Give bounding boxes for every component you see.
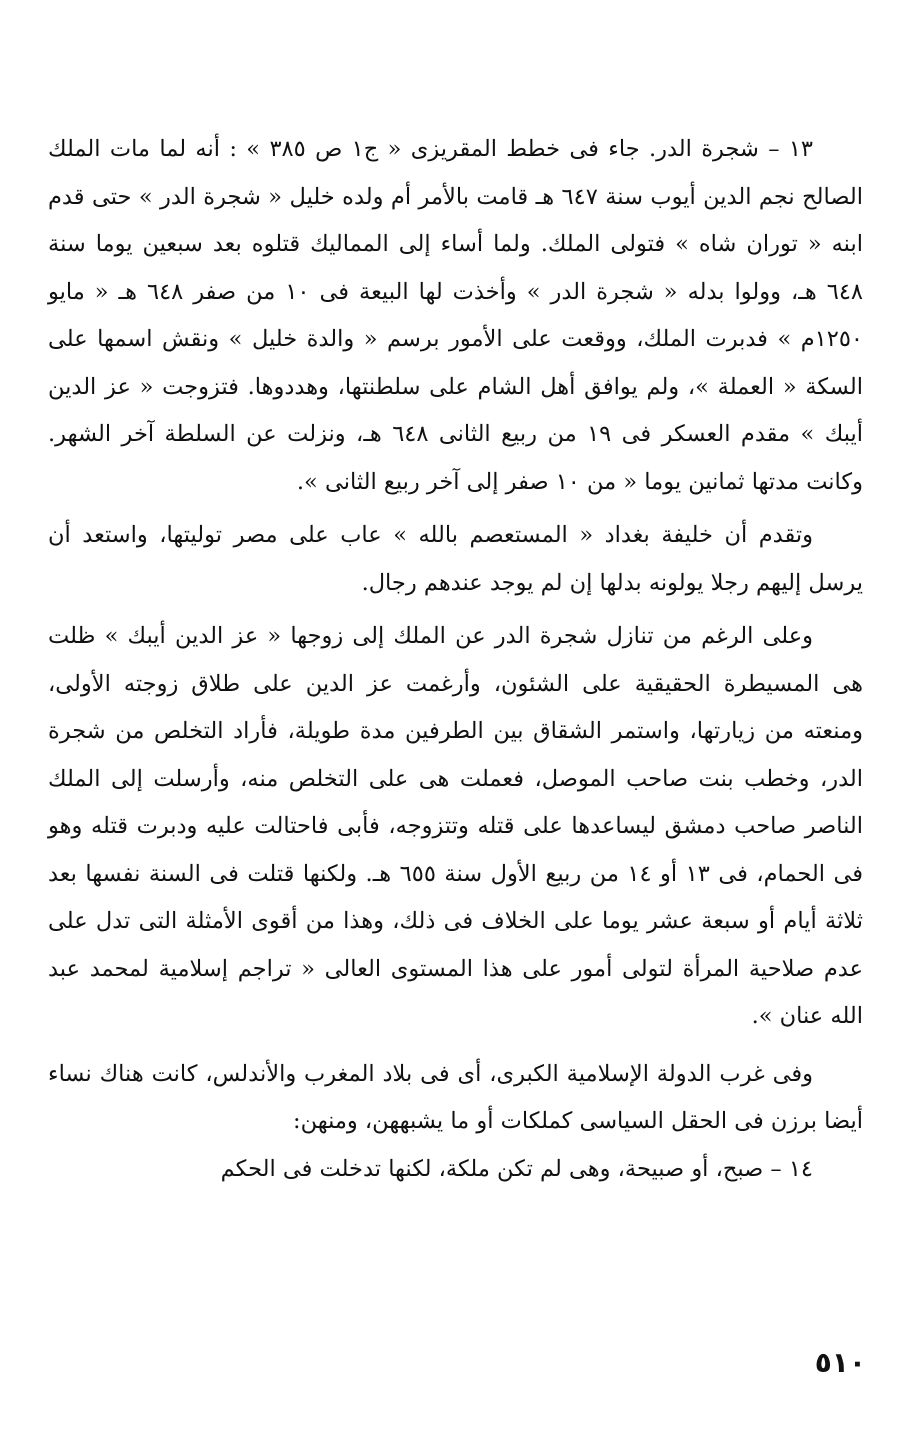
- paragraph-maghreb-andalus: وفى غرب الدولة الإسلامية الكبرى، أى فى بلاد المغرب والأندلس، كانت هناك نساء أيضا برزن فى الحقل السياسى كملكات أو ما يشبههن، ومنهن:: [48, 1060, 863, 1134]
- paragraph-caliph-objection: وتقدم أن خليفة بغداد « المستعصم بالله » عاب على مصر توليتها، واستعد أن يرسل إليهم رجلا يولونه بدلها إن لم يوجد عندهم رجال.: [48, 522, 863, 596]
- paragraph-subh: ١٤ – صبح، أو صبيحة، وهى لم تكن ملكة، لكنها تدخلت فى الحكم: [220, 1155, 813, 1182]
- paragraph-aybak-conflict: وعلى الرغم من تنازل شجرة الدر عن الملك إلى زوجها « عز الدين أيبك » ظلت هى المسيطرة الحقيقية على الشئون، وأرغمت عز الدين على طلاق زوجته الأولى، ومنعته من زيارتها، واستمر الشقاق بين الطرفين مدة طويلة، فأراد التخلص من شجرة الدر، وخطب بنت صاحب الموصل، فعملت هى على التخلص منه، وأرسلت إلى الملك الناصر صاحب دمشق ليساعدها على قتله وتتزوجه، فأبى فاحتالت عليه ودبرت قتله وهو فى الحمام، فى ١٣ أو ١٤ من ربيع الأول سنة ٦٥٥ هـ. ولكنها قتلت فى السنة نفسها بعد ثلاثة أيام أو سبعة عشر يوما على الخلاف فى ذلك، وهذا من أقوى الأمثلة التى تدل على عدم صلاحية المرأة لتولى أمور على هذا المستوى العالى « تراجم إسلامية لمحمد عبد الله عنان ».: [48, 623, 863, 1029]
- paragraph-shajarat-al-durr: ١٣ – شجرة الدر. جاء فى خطط المقريزى « ج١ ص ٣٨٥ » : أنه لما مات الملك الصالح نجم الدين أيوب سنة ٦٤٧ هـ قامت بالأمر أم ولده خليل « شجرة الدر » حتى قدم ابنه « توران شاه » فتولى الملك. ولما أساء إلى المماليك قتلوه بعد سبعين يوما سنة ٦٤٨ هـ، وولوا بدله « شجرة الدر » وأخذت لها البيعة فى ١٠ من صفر ٦٤٨ هـ « مايو ١٢٥٠م » فدبرت الملك، ووقعت على الأمور برسم « والدة خليل » ونقش اسمها على السكة « العملة »، ولم يوافق أهل الشام على سلطنتها، وهددوها. فتزوجت « عز الدين أيبك » مقدم العسكر فى ١٩ من ربيع الثانى ٦٤٨ هـ، ونزلت عن السلطة آخر الشهر. وكانت مدتها ثمانين يوما « من ١٠ صفر إلى آخر ربيع الثانى ».: [48, 136, 863, 495]
- body-text: [48, 126, 863, 1193]
- page-number: ٥١٠: [814, 1346, 866, 1379]
